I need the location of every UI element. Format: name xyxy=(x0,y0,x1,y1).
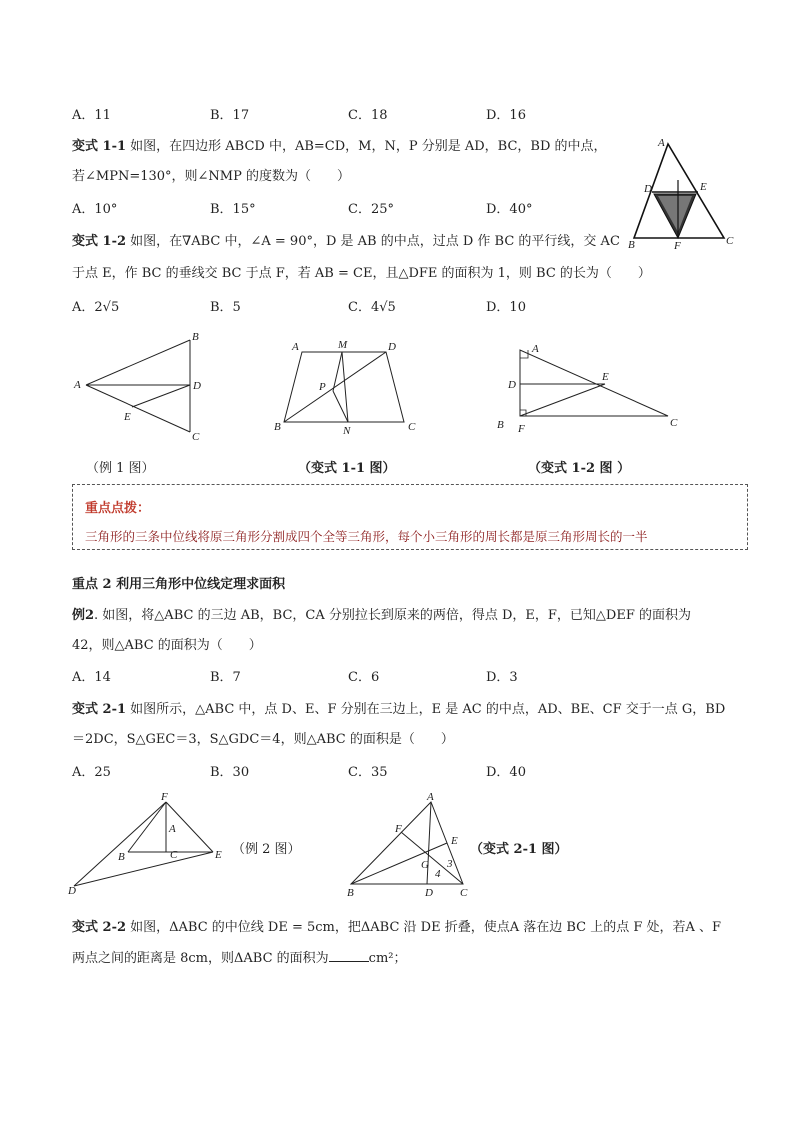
v21-option-a: A．25 xyxy=(72,765,111,780)
v21-label: 变式 2-1 xyxy=(72,702,127,717)
v11-option-b: B．15° xyxy=(210,202,256,217)
v11-text1: 如图，在四边形 ABCD 中，AB=CD，M，N，P 分别是 AD，BC，BD 的中点， xyxy=(126,139,607,154)
v11-label: 变式 1-1 xyxy=(72,139,127,154)
fig1-label-d: D xyxy=(193,380,201,392)
v12-line2: 于点 E，作 BC 的垂线交 BC 于点 F，若 AB = CE，且△DFE 的面积为 1，则 BC 的长为（ ） xyxy=(72,266,651,281)
v22-answer-blank[interactable] xyxy=(329,951,369,962)
v12-option-d: D．10 xyxy=(486,300,526,315)
ex2-option-d: D．3 xyxy=(486,670,518,685)
v21-line1 xyxy=(72,698,725,717)
v12-text1: 如图，在∇ABC 中，∠A = 90°，D 是 AB 的中点，过点 D 作 BC 的平行线，交 AC xyxy=(126,234,620,249)
tip-body: 三角形的三条中位线将原三角形分割成四个全等三角形，每个小三角形的周长都是原三角形周长的一半 xyxy=(85,529,648,544)
ex2-line2: 42，则△ABC 的面积为（ ） xyxy=(72,638,262,653)
ex2-option-c: C．6 xyxy=(348,670,380,685)
fig3-label-b: B xyxy=(497,419,504,431)
v12-option-b: B．5 xyxy=(210,300,241,315)
ex2-text1: . 如图，将△ABC 的三边 AB，BC，CA 分别拉长到原来的两倍，得点 D，E，F，已知△DEF 的面积为 xyxy=(94,608,691,623)
ex2-label: 例2 xyxy=(72,608,95,623)
section-2-title: 重点 2 利用三角形中位线定理求面积 xyxy=(72,577,286,592)
fig5-label-b: B xyxy=(347,887,354,899)
v22-text2a: 两点之间的距离是 8cm，则ΔABC 的面积为 xyxy=(72,951,329,966)
figtop-label-f: F xyxy=(674,240,681,252)
v12-label: 变式 1-2 xyxy=(72,234,127,249)
v22-text2b: cm²； xyxy=(368,951,407,966)
v22-line1 xyxy=(72,916,721,935)
v12-option-c: C．4√5 xyxy=(348,300,396,315)
fig4-label-c: C xyxy=(170,849,178,861)
fig5-label-e: E xyxy=(451,835,458,847)
v22-text1: 如图，ΔABC 的中位线 DE = 5cm，把ΔABC 沿 DE 折叠，使点A 落在边 BC 上的点 F 处，若A 、F xyxy=(126,920,722,935)
fig1-label-a: A xyxy=(74,379,81,391)
fig3-label-f: F xyxy=(518,423,525,435)
figure-top-right xyxy=(628,136,738,251)
v12-option-a: A．2√5 xyxy=(72,300,120,315)
fig2-label-b: B xyxy=(274,421,281,433)
fig2-label-m: M xyxy=(338,339,348,351)
fig4-label-d: D xyxy=(68,885,76,897)
v21-option-d: D．40 xyxy=(486,765,526,780)
fig4-label-f: F xyxy=(161,791,168,803)
fig5-label-f: F xyxy=(395,823,402,835)
fig5-label-d: D xyxy=(425,887,433,899)
v22-line2 xyxy=(72,947,407,966)
figure-variant-1-1 xyxy=(270,336,420,440)
v11-option-d: D．40° xyxy=(486,202,533,217)
fig4-label-b: B xyxy=(118,851,125,863)
v11-option-a: A．10° xyxy=(72,202,118,217)
fig4-label-a: A xyxy=(169,823,176,835)
fig1-label-c: C xyxy=(192,431,200,443)
figtop-label-d: D xyxy=(644,183,652,195)
caption-variant-2-1: （变式 2-1 图） xyxy=(470,842,568,857)
v12-line1 xyxy=(72,230,620,249)
v21-option-b: B．30 xyxy=(210,765,250,780)
option-d: D．16 xyxy=(486,108,526,123)
fig5-label-c: C xyxy=(460,887,468,899)
fig5-label-3: 3 xyxy=(447,858,453,870)
figure-variant-1-2 xyxy=(490,340,690,440)
fig4-label-e: E xyxy=(215,849,222,861)
fig3-label-d: D xyxy=(508,379,516,391)
v21-text1: 如图所示，△ABC 中，点 D、E、F 分别在三边上，E 是 AC 的中点，AD、BE、CF 交于一点 G，BD xyxy=(126,702,726,717)
tip-box xyxy=(72,484,748,550)
fig2-label-a: A xyxy=(292,341,299,353)
figtop-label-a: A xyxy=(658,137,665,149)
fig2-label-d: D xyxy=(388,341,396,353)
figure-example-1 xyxy=(72,330,212,445)
tip-title: 重点点拨： xyxy=(85,501,151,516)
figtop-label-c: C xyxy=(726,235,734,247)
option-b: B．17 xyxy=(210,108,250,123)
ex2-line1 xyxy=(72,604,691,623)
figure-example-2 xyxy=(68,792,238,897)
fig5-label-4: 4 xyxy=(435,868,441,880)
v11-line1 xyxy=(72,135,607,154)
option-a: A．11 xyxy=(72,108,111,123)
fig1-label-b: B xyxy=(192,331,199,343)
ex2-option-b: B．7 xyxy=(210,670,241,685)
fig2-label-n: N xyxy=(343,425,351,437)
caption-example-1: （例 1 图） xyxy=(86,461,155,476)
caption-variant-1-1: （变式 1-1 图） xyxy=(298,461,396,476)
v21-option-c: C．35 xyxy=(348,765,388,780)
v11-line2: 若∠MPN=130°，则∠NMP 的度数为（ ） xyxy=(72,169,350,184)
figure-variant-2-1 xyxy=(345,792,475,900)
v21-line2: ＝2DC，S△GEC＝3，S△GDC＝4，则△ABC 的面积是（ ） xyxy=(72,732,454,747)
figtop-label-e: E xyxy=(700,181,707,193)
caption-example-2: （例 2 图） xyxy=(232,842,301,857)
figtop-label-b: B xyxy=(628,239,635,251)
fig3-label-e: E xyxy=(602,371,609,383)
option-c: C．18 xyxy=(348,108,388,123)
fig5-label-g: G xyxy=(421,859,429,871)
v22-label: 变式 2-2 xyxy=(72,920,127,935)
ex2-option-a: A．14 xyxy=(72,670,111,685)
fig2-label-c: C xyxy=(408,421,416,433)
fig2-label-p: P xyxy=(319,381,326,393)
caption-variant-1-2: （变式 1-2 图 ） xyxy=(528,461,631,476)
fig5-label-a: A xyxy=(427,791,434,803)
fig3-label-a: A xyxy=(532,343,539,355)
fig1-label-e: E xyxy=(124,411,131,423)
v11-option-c: C．25° xyxy=(348,202,394,217)
fig3-label-c: C xyxy=(670,417,678,429)
